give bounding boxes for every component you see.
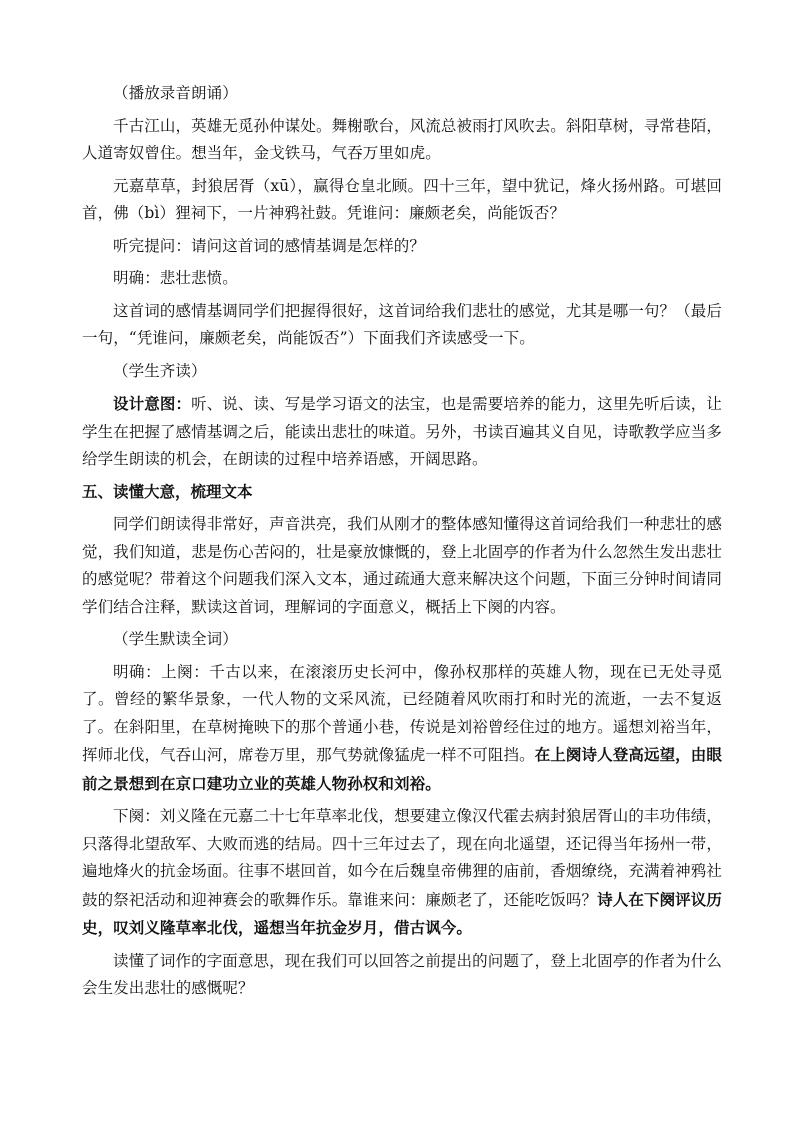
paragraph [82, 358, 722, 386]
text-run: 读懂了词作的字面意思，现在我们可以回答之前提出的问题了，登上北固亭的作者为什么会生发出悲壮的感慨呢？ [82, 951, 722, 997]
paragraph [82, 626, 722, 654]
text-run: （学生默读全词） [113, 630, 238, 648]
bold-text: 在上阕诗人登高远望，由眼前之景想到在京口建功立业的英雄人物孙权和刘裕。 [82, 745, 722, 793]
text-run: 这首词的感情基调同学们把握得很好，这首词给我们悲壮的感觉，尤其是哪一句？（最后一句，“凭谁问，廉颇老矣，尚能饭否”）下面我们齐读感受一下。 [82, 301, 722, 347]
text-run: （播放录音朗诵） [113, 84, 238, 102]
paragraph [82, 511, 722, 621]
paragraph [82, 265, 722, 293]
paragraph [82, 80, 722, 108]
text-run: （学生齐读） [113, 361, 207, 380]
text-run: 下阕：刘义隆在元嘉二十七年草率北伐，想要建立像汉代霍去病封狼居胥山的丰功伟绩，只落得北望敌军、大败而逃的结局。四十三年过去了，现在向北遥望，还记得当年扬州一带，遍地烽火的抗金场面。往事不堪回首，如今在后魏皇帝佛狸的庙前，香烟缭绕，充满着神鸦社鼓的祭祀活动和迎神赛会的歌舞作乐。靠谁来问：廉颇老了，还能吃饭吗？ [82, 807, 722, 909]
paragraph [82, 298, 722, 353]
paragraph [82, 390, 722, 474]
paragraph [82, 233, 722, 261]
paragraph [82, 113, 722, 168]
bold-text: 诗人在下阕评议历史，叹刘义隆草率北伐，遥想当年抗金岁月，借古讽今。 [82, 889, 722, 937]
text-run: 明确：悲壮悲愤。 [113, 269, 238, 287]
text-run: 同学们朗读得非常好，声音洪亮，我们从刚才的整体感知懂得这首词给我们一种悲壮的感觉，我们知道，悲是伤心苦闷的，壮是豪放慷慨的，登上北固亭的作者为什么忽然生发出悲壮的感觉呢？带着这个问题我们深入文本，通过疏通大意来解决这个问题，下面三分钟时间请同学们结合注释，默读这首词，理解词的字面意义，概括上下阕的内容。 [82, 515, 722, 616]
paragraph [82, 803, 722, 943]
paragraph [82, 948, 722, 1003]
text-run: 明确：上阕：千古以来，在滚滚历史长河中，像孙权那样的英雄人物，现在已无处寻觅了。曾经的繁华景象，一代人物的文采风流，已经随着风吹雨打和时光的流逝，一去不复返了。在斜阳里，在草树掩映下的那个普通小巷，传说是刘裕曾经住过的地方。遥想刘裕当年，挥师北伐，气吞山河，席卷万里，那气势就像猛虎一样不可阻挡。 [82, 662, 722, 764]
text-run: 五、读懂大意，梳理文本 [82, 482, 253, 501]
text-run: 元嘉草草，封狼居胥（xū），赢得仓皇北顾。四十三年，望中犹记，烽火扬州路。可堪回首，佛（bì）狸祠下，一片神鸦社鼓。凭谁问：廉颇老矣，尚能饭否？ [82, 176, 722, 222]
bold-text: 设计意图： [113, 394, 192, 413]
text-run: 听、说、读、写是学习语文的法宝，也是需要培养的能力，这里先听后读，让学生在把握了感情基调之后，能读出悲壮的味道。另外，书读百遍其义自见，诗歌教学应当多给学生朗读的机会，在朗读的过程中培养语感，开阔思路。 [82, 395, 722, 468]
paragraph [82, 173, 722, 228]
section-heading [82, 479, 722, 507]
text-run: 千古江山，英雄无觅孙仲谋处。舞榭歌台，风流总被雨打风吹去。斜阳草树，寻常巷陌，人道寄奴曾住。想当年，金戈铁马，气吞万里如虎。 [82, 116, 722, 162]
document-page [82, 80, 722, 1008]
text-run: 听完提问：请问这首词的感情基调是怎样的？ [113, 236, 426, 255]
paragraph [82, 659, 722, 799]
